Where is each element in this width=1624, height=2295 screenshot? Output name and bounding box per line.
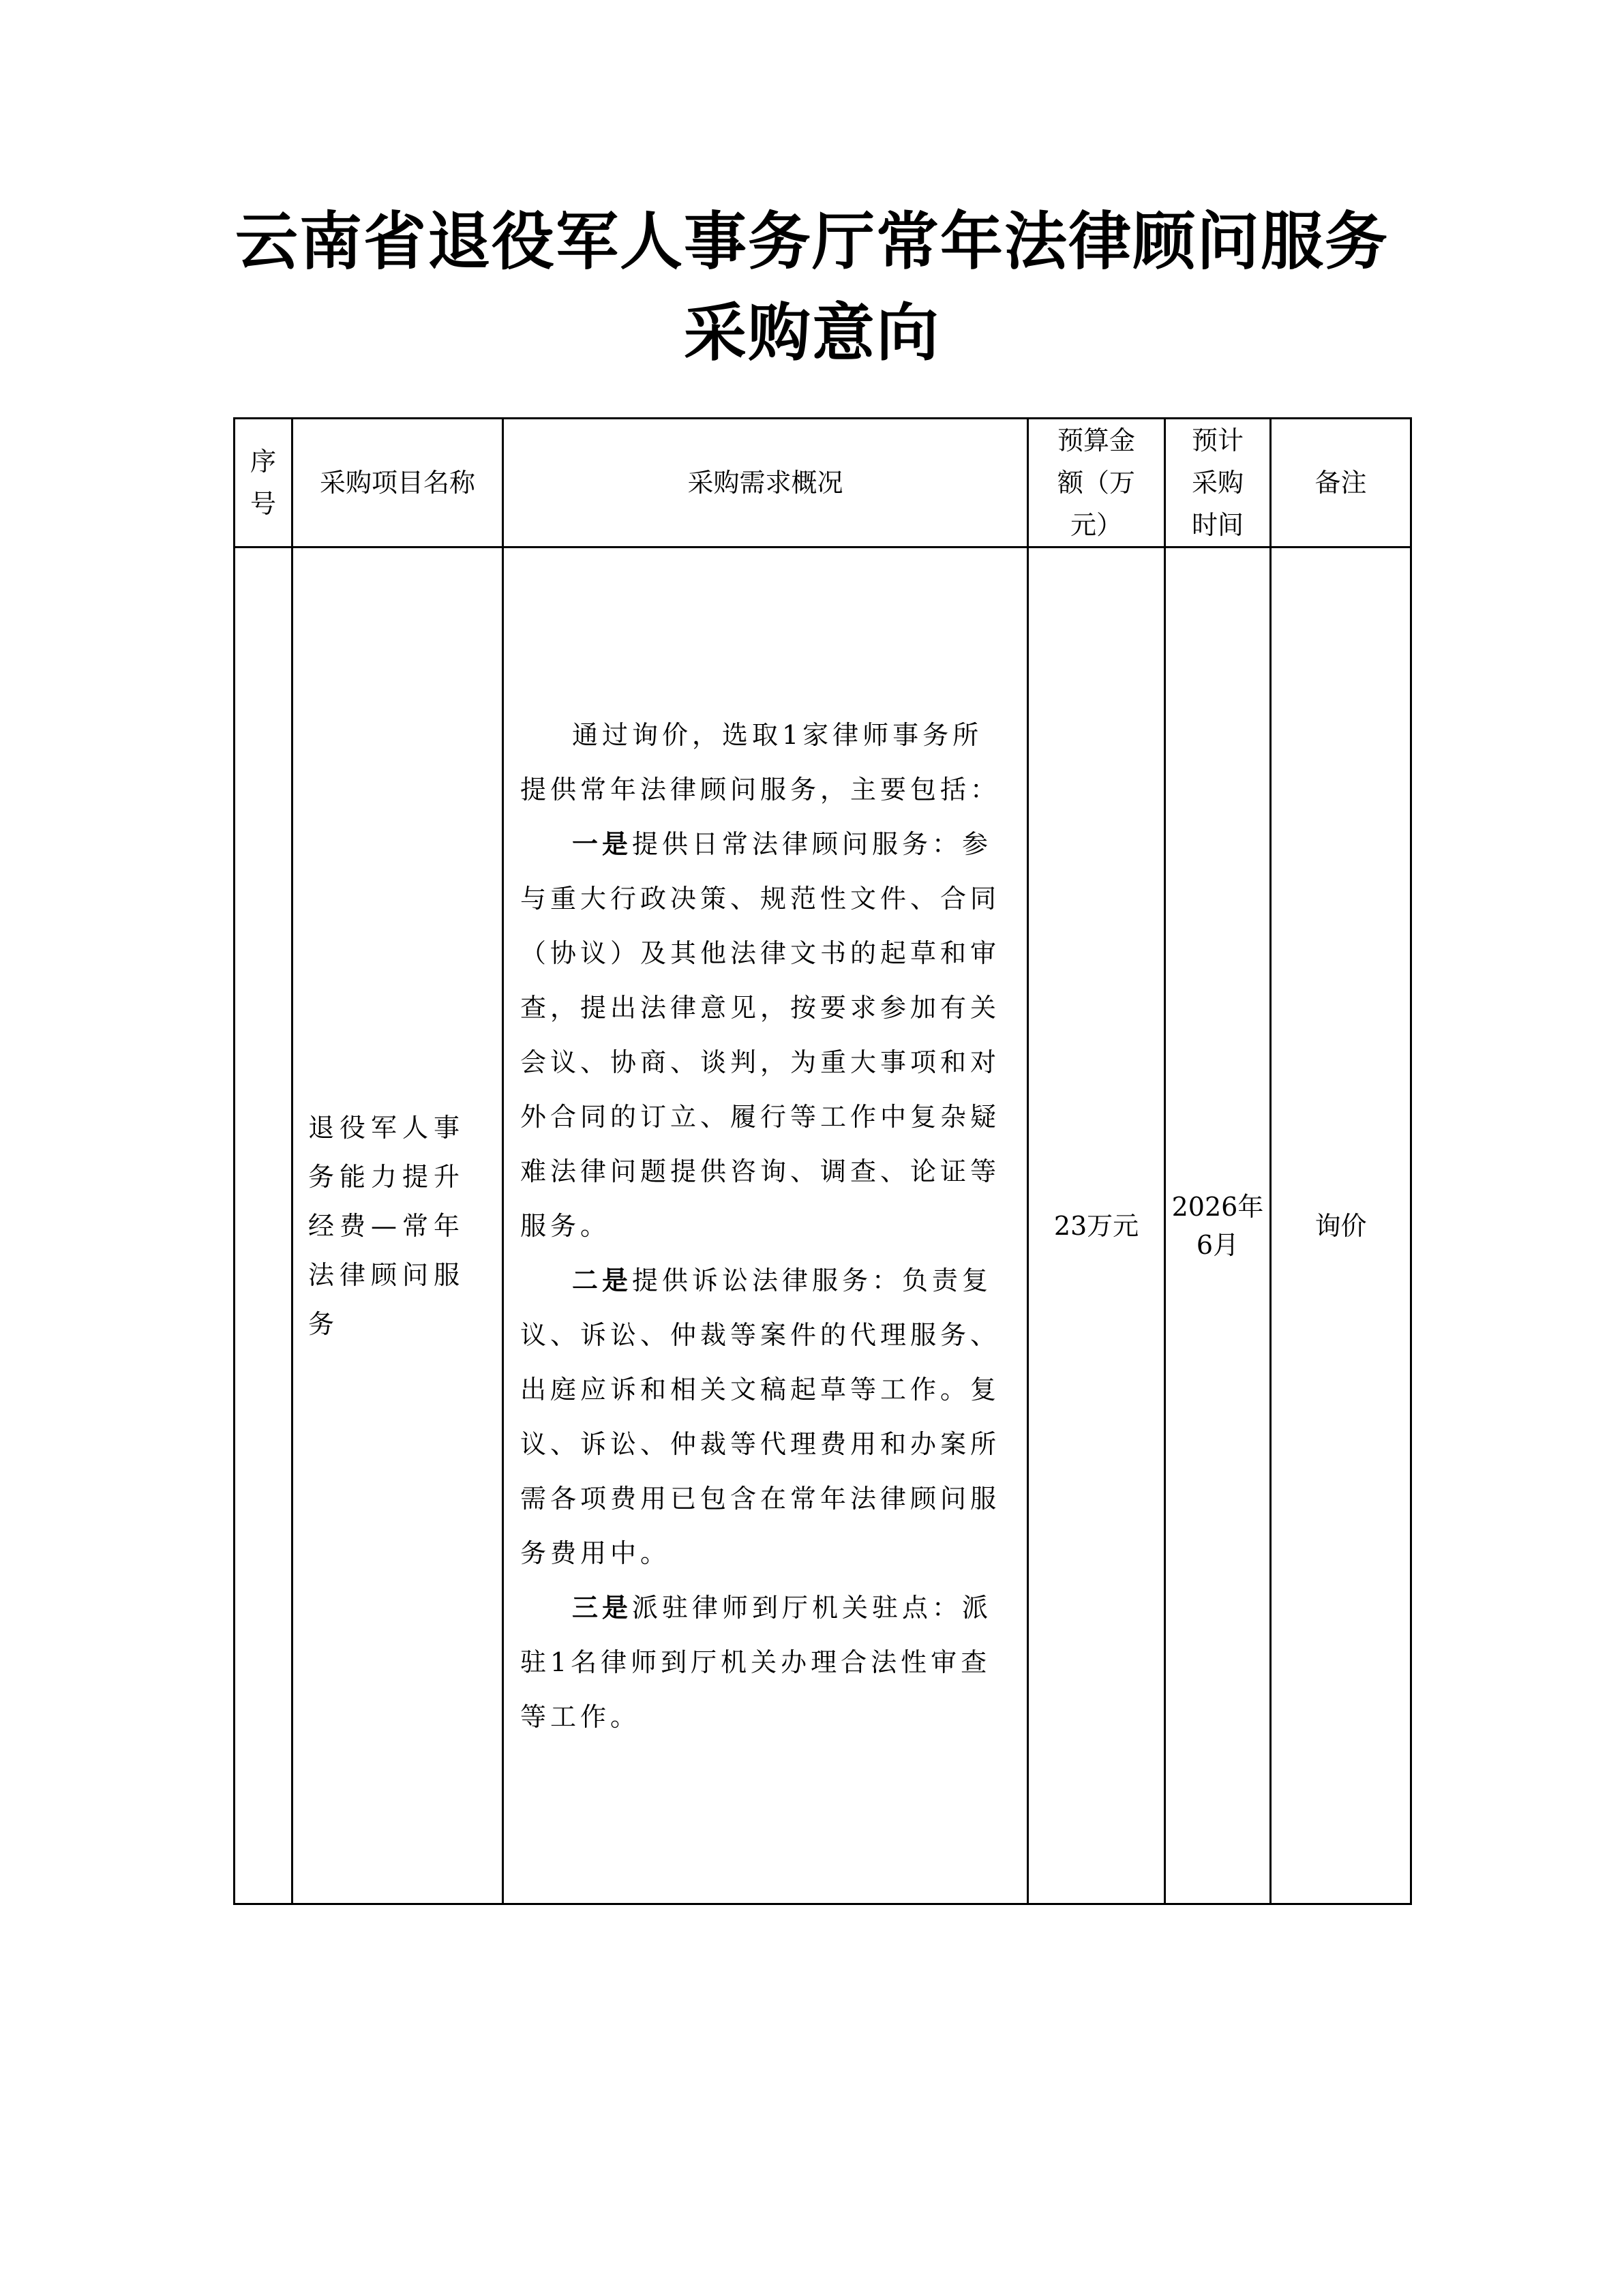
requirement-item-3-text: 派驻律师到厅机关驻点：派驻1名律师到厅机关办理合法性审查等工作。: [520, 1592, 993, 1732]
cell-remark: 询价: [1271, 548, 1411, 1904]
requirement-item-2-lead: 二是: [572, 1265, 633, 1295]
header-project-name: 采购项目名称: [292, 419, 503, 548]
table-header-row: [235, 419, 1411, 548]
requirement-intro: 通过询价，选取1家律师事务所提供常年法律顾问服务，主要包括：: [520, 719, 1001, 805]
cell-seq: [235, 548, 292, 1904]
requirement-item-1-text: 提供日常法律顾问服务：参与重大行政决策、规范性文件、合同（协议）及其他法律文书的起草和审查，提出法律意见，按要求参加有关会议、协商、谈判，为重大事项和对外合同的订立、履行等工作中复杂疑难法律问题提供咨询、调查、论证等服务。: [520, 828, 1001, 1241]
cell-time: 2026年6月: [1165, 548, 1271, 1904]
header-requirement: 采购需求概况: [503, 419, 1028, 548]
cell-budget: 23万元: [1028, 548, 1165, 1904]
document-title-line-2: 采购意向: [683, 296, 940, 370]
table-row: [235, 548, 1411, 1904]
procurement-table: [233, 417, 1412, 1905]
requirement-item-3: [520, 1580, 1009, 1744]
requirement-item-3-lead: 三是: [572, 1592, 633, 1623]
cell-project-name: 退役军人事务能力提升经费—常年法律顾问服务: [292, 548, 503, 1904]
header-time: 预计采购时间: [1165, 419, 1271, 548]
requirement-item-2-text: 提供诉讼法律服务：负责复议、诉讼、仲裁等案件的代理服务、出庭应诉和相关文稿起草等工作。复议、诉讼、仲裁等代理费用和办案所需各项费用已包含在常年法律顾问服务费用中。: [520, 1265, 1001, 1568]
document-title-line-1: 云南省退役军人事务厅常年法律顾问服务: [235, 205, 1389, 278]
cell-requirement: [503, 548, 1028, 1904]
requirement-item-1: [520, 817, 1009, 1253]
requirement-item-1-lead: 一是: [572, 828, 633, 859]
header-remark: 备注: [1271, 419, 1411, 548]
requirement-item-2: [520, 1253, 1009, 1580]
header-seq: 序号: [235, 419, 292, 548]
header-budget: 预算金额（万元）: [1028, 419, 1165, 548]
